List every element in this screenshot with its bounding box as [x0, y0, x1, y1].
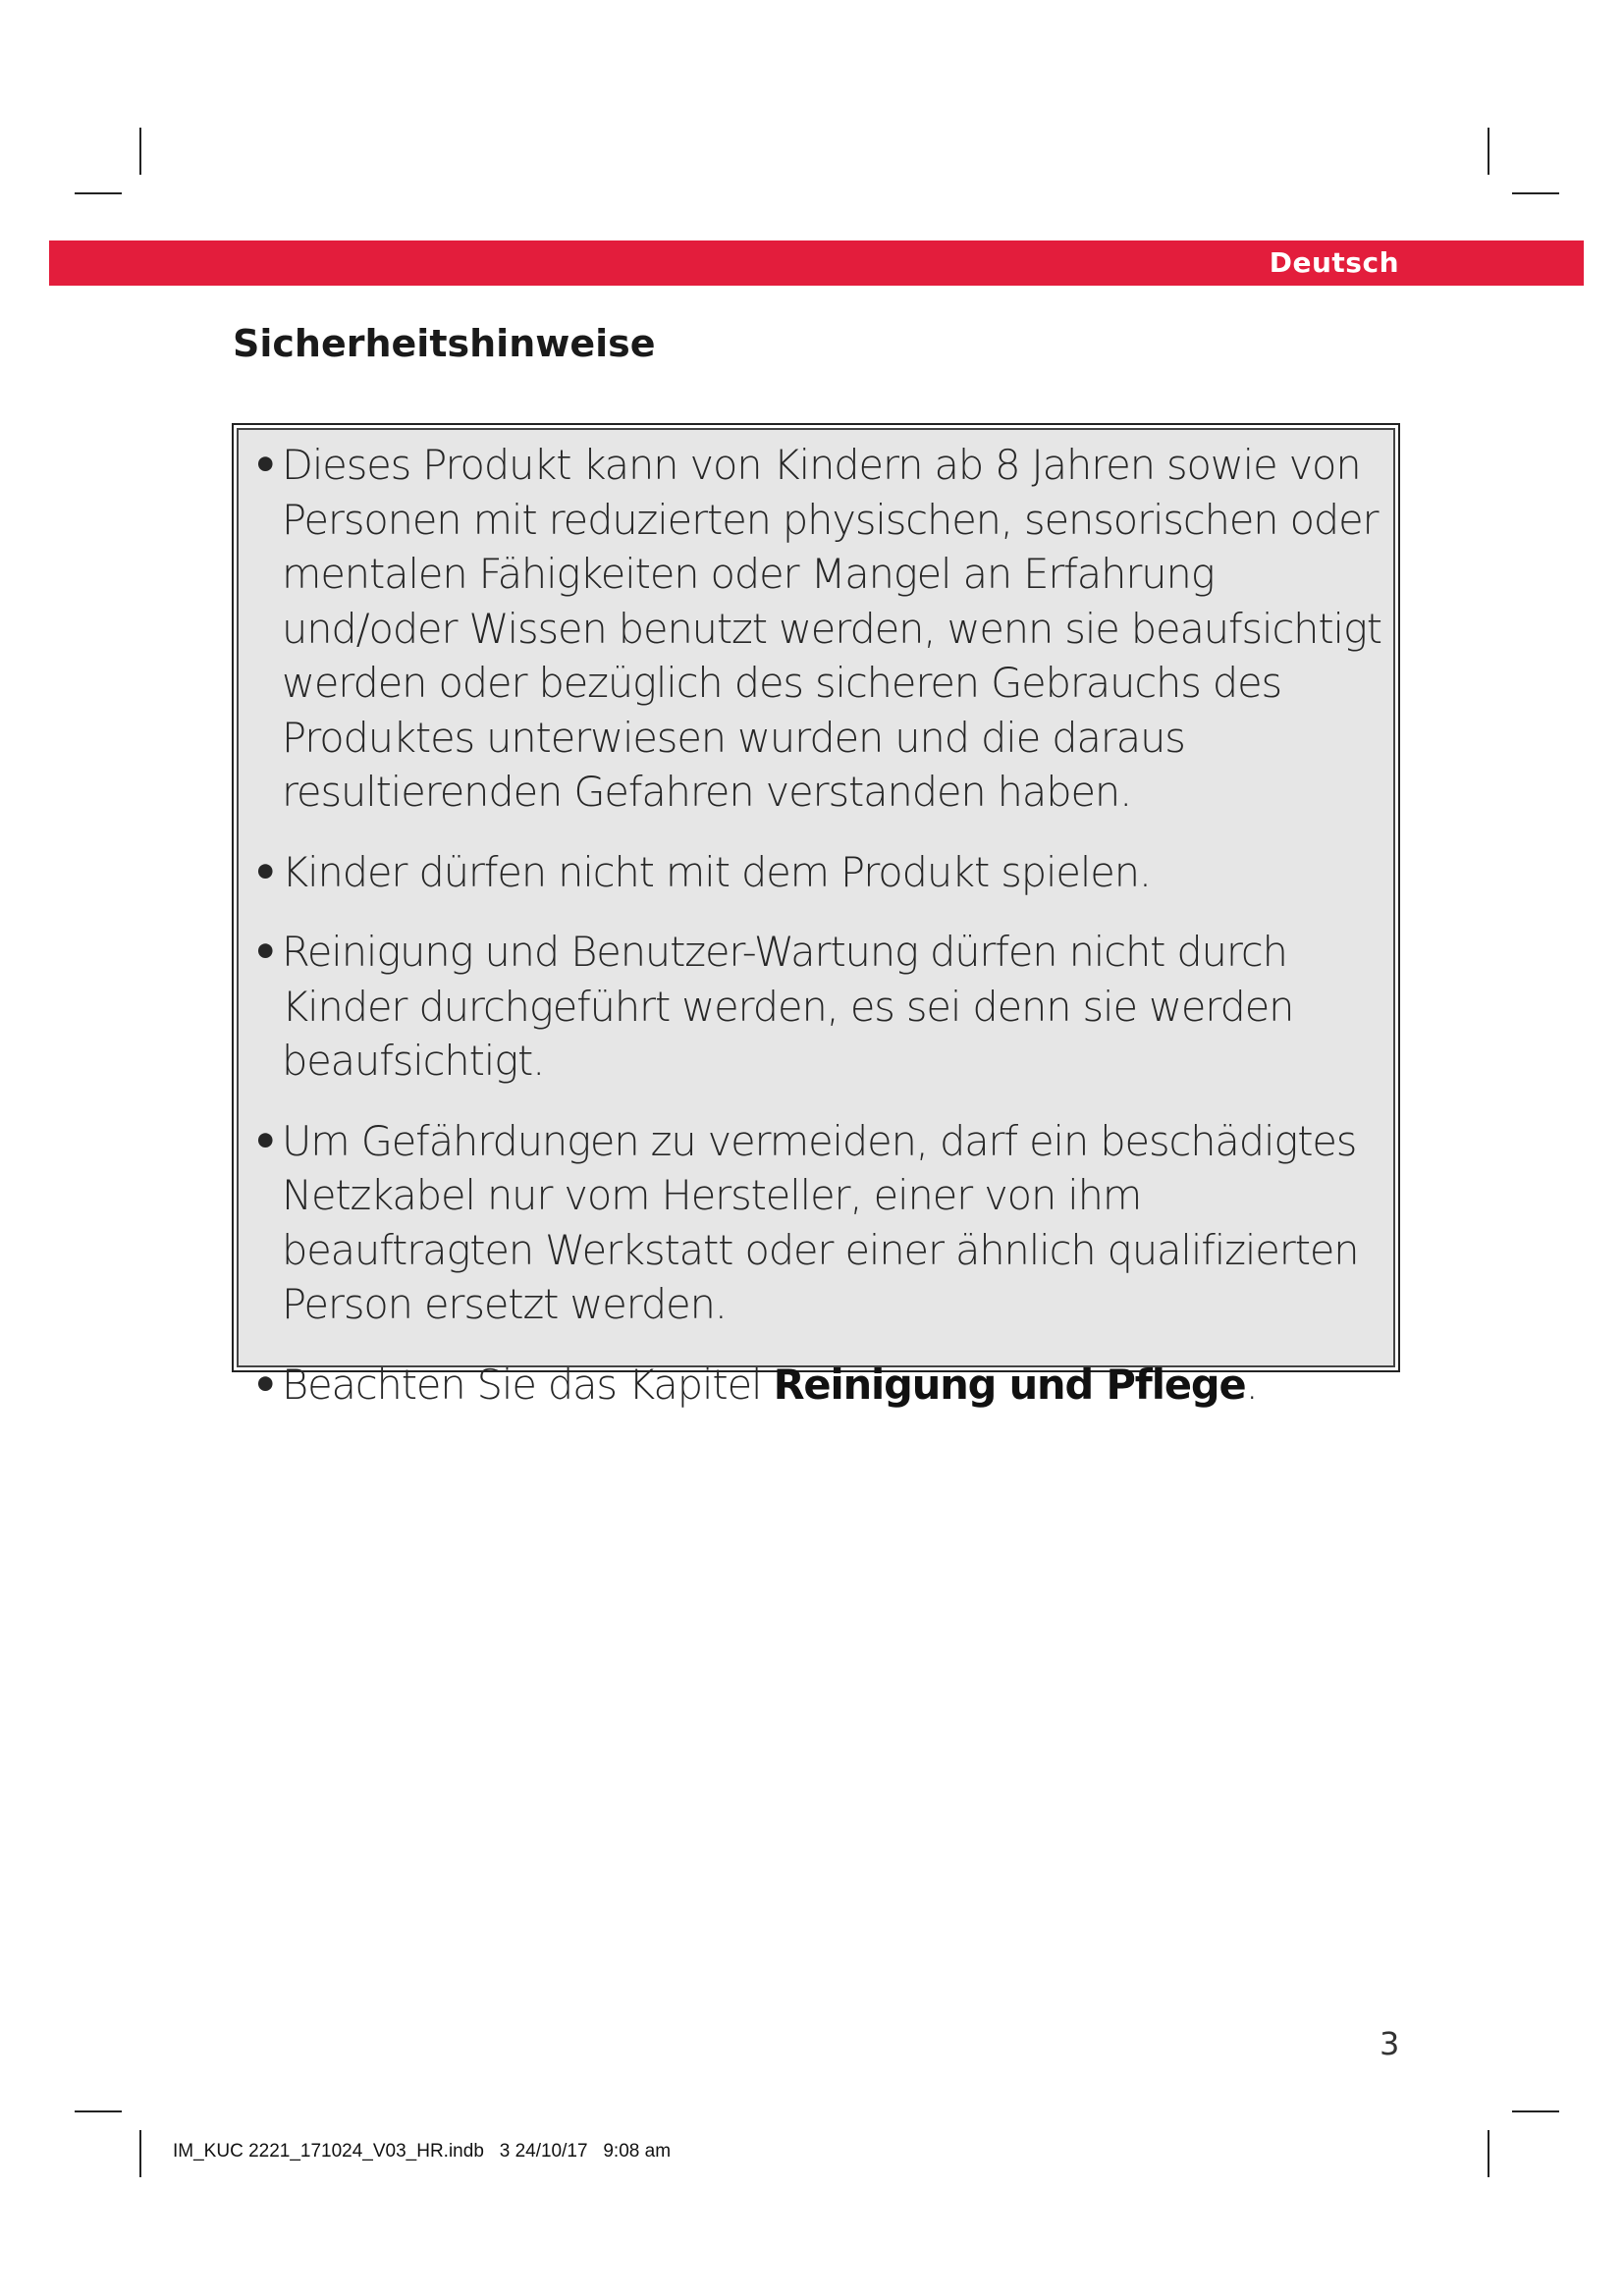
bullet-icon: • [252, 1116, 278, 1165]
safety-item [252, 845, 1381, 900]
crop-mark [75, 192, 122, 194]
safety-item-text: Kinder dürfen nicht mit dem Produkt spielen. [282, 847, 1152, 896]
safety-notice-panel [237, 428, 1395, 1409]
crop-mark [139, 128, 141, 175]
safety-list [252, 438, 1381, 1412]
safety-item [252, 1114, 1381, 1332]
safety-item-text: Um Gefährdungen zu vermeiden, darf ein beschädigtes Netzkabel nur vom Hersteller, einer von ihm beauftragten Werkstatt oder einer ähnlich qualifizierten Person ersetzt werden. [282, 1116, 1359, 1328]
safety-item-prefix: Beachten Sie das Kapitel [282, 1360, 774, 1409]
print-slug: IM_KUC 2221_171024_V03_HR.indb 3 24/10/17 9:08 am [173, 2141, 672, 2162]
language-label: Deutsch [1269, 246, 1399, 279]
bullet-icon: • [252, 1360, 278, 1409]
crop-mark [1512, 192, 1559, 194]
chapter-reference: Reinigung und Pflege [773, 1360, 1246, 1409]
bullet-icon: • [252, 847, 278, 896]
language-header-band [49, 240, 1584, 286]
crop-mark [1512, 2110, 1559, 2112]
page-number: 3 [1380, 2025, 1400, 2062]
crop-mark [1488, 2130, 1489, 2177]
bullet-icon: • [252, 441, 278, 489]
safety-item-text: Reinigung und Benutzer-Wartung dürfen nicht durch Kinder durchgeführt werden, es sei denn sie werden beaufsichtigt. [282, 928, 1294, 1085]
bullet-icon: • [252, 928, 278, 976]
safety-item [252, 925, 1381, 1089]
safety-item [252, 1358, 1381, 1413]
section-title: Sicherheitshinweise [233, 322, 656, 365]
safety-item-suffix: . [1245, 1360, 1258, 1409]
crop-mark [1488, 128, 1489, 175]
safety-notice-box [232, 423, 1400, 1409]
safety-item-text: Dieses Produkt kann von Kindern ab 8 Jahren sowie von Personen mit reduzierten physischen, sensorischen oder mentalen Fähigkeiten oder Mangel an Erfahrung und/oder Wissen benutzt werden, wenn sie beaufsichtigt werden oder bezüglich des sicheren Gebrauchs des Produktes unterwiesen wurden und die daraus resultierenden Gefahren verstanden haben. [282, 441, 1381, 816]
safety-item [252, 438, 1381, 820]
crop-mark [139, 2130, 141, 2177]
crop-mark [75, 2110, 122, 2112]
safety-item-text [282, 1361, 1258, 1409]
